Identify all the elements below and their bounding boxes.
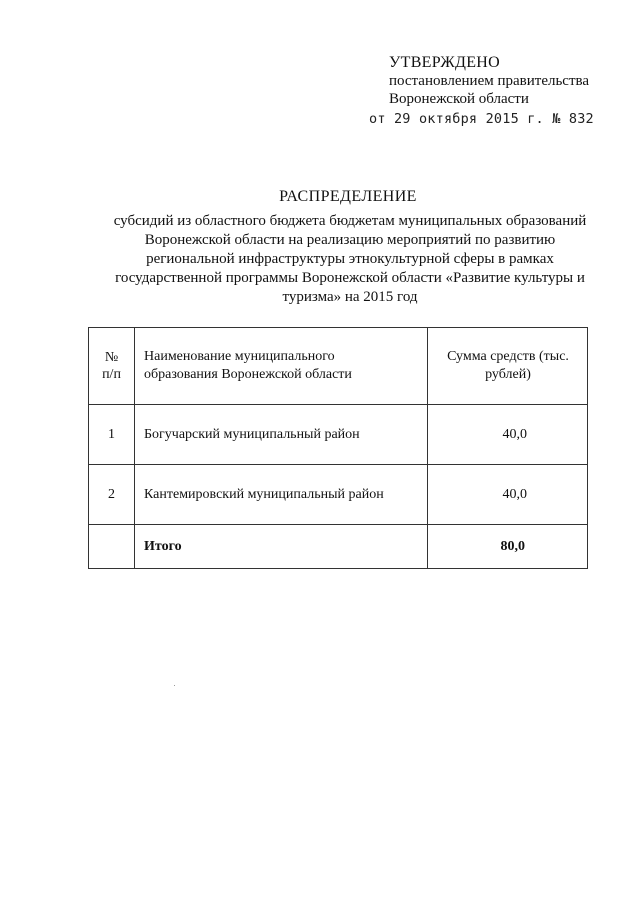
header-name-line: Наименование муниципального bbox=[144, 349, 335, 364]
header-name bbox=[135, 328, 428, 405]
header-sum-line: Сумма средств (тыс. bbox=[447, 349, 569, 364]
subtitle-line: региональной инфраструктуры этнокультурной сферы в рамках bbox=[146, 251, 554, 267]
approval-line-2: Воронежской области bbox=[389, 91, 529, 107]
header-name-line: образования Воронежской области bbox=[144, 367, 352, 382]
document-subtitle bbox=[110, 212, 590, 307]
approval-date-stamp: от 29 октября 2015 г. № 832 bbox=[369, 111, 594, 127]
table-row bbox=[89, 405, 588, 465]
row-name: Кантемировский муниципальный район bbox=[135, 465, 428, 525]
document-title: РАСПРЕДЕЛЕНИЕ bbox=[279, 188, 417, 205]
header-number-line: № bbox=[104, 350, 119, 365]
row-number: 2 bbox=[89, 465, 135, 525]
approval-title: УТВЕРЖДЕНО bbox=[389, 54, 501, 71]
subtitle-line: туризма» на 2015 год bbox=[282, 289, 418, 305]
distribution-table bbox=[88, 327, 588, 569]
row-number: 1 bbox=[89, 405, 135, 465]
table-row bbox=[89, 465, 588, 525]
scan-speck bbox=[174, 685, 175, 686]
row-name: Богучарский муниципальный район bbox=[135, 405, 428, 465]
total-number-cell bbox=[89, 525, 135, 569]
subtitle-line: Воронежской области на реализацию мероприятий по развитию bbox=[144, 232, 556, 248]
row-sum: 40,0 bbox=[428, 405, 588, 465]
row-sum: 40,0 bbox=[428, 465, 588, 525]
total-label: Итого bbox=[135, 525, 428, 569]
subtitle-line: государственной программы Воронежской области «Развитие культуры и bbox=[115, 270, 585, 286]
total-sum: 80,0 bbox=[428, 525, 588, 569]
subtitle-line: субсидий из областного бюджета бюджетам муниципальных образований bbox=[113, 213, 587, 229]
header-sum bbox=[428, 328, 588, 405]
approval-block bbox=[389, 54, 589, 108]
header-sum-line: рублей) bbox=[485, 367, 531, 382]
header-number bbox=[89, 328, 135, 405]
table-header-row bbox=[89, 328, 588, 405]
table-total-row bbox=[89, 525, 588, 569]
approval-line-1: постановлением правительства bbox=[389, 73, 590, 89]
header-number-line: п/п bbox=[102, 367, 121, 382]
